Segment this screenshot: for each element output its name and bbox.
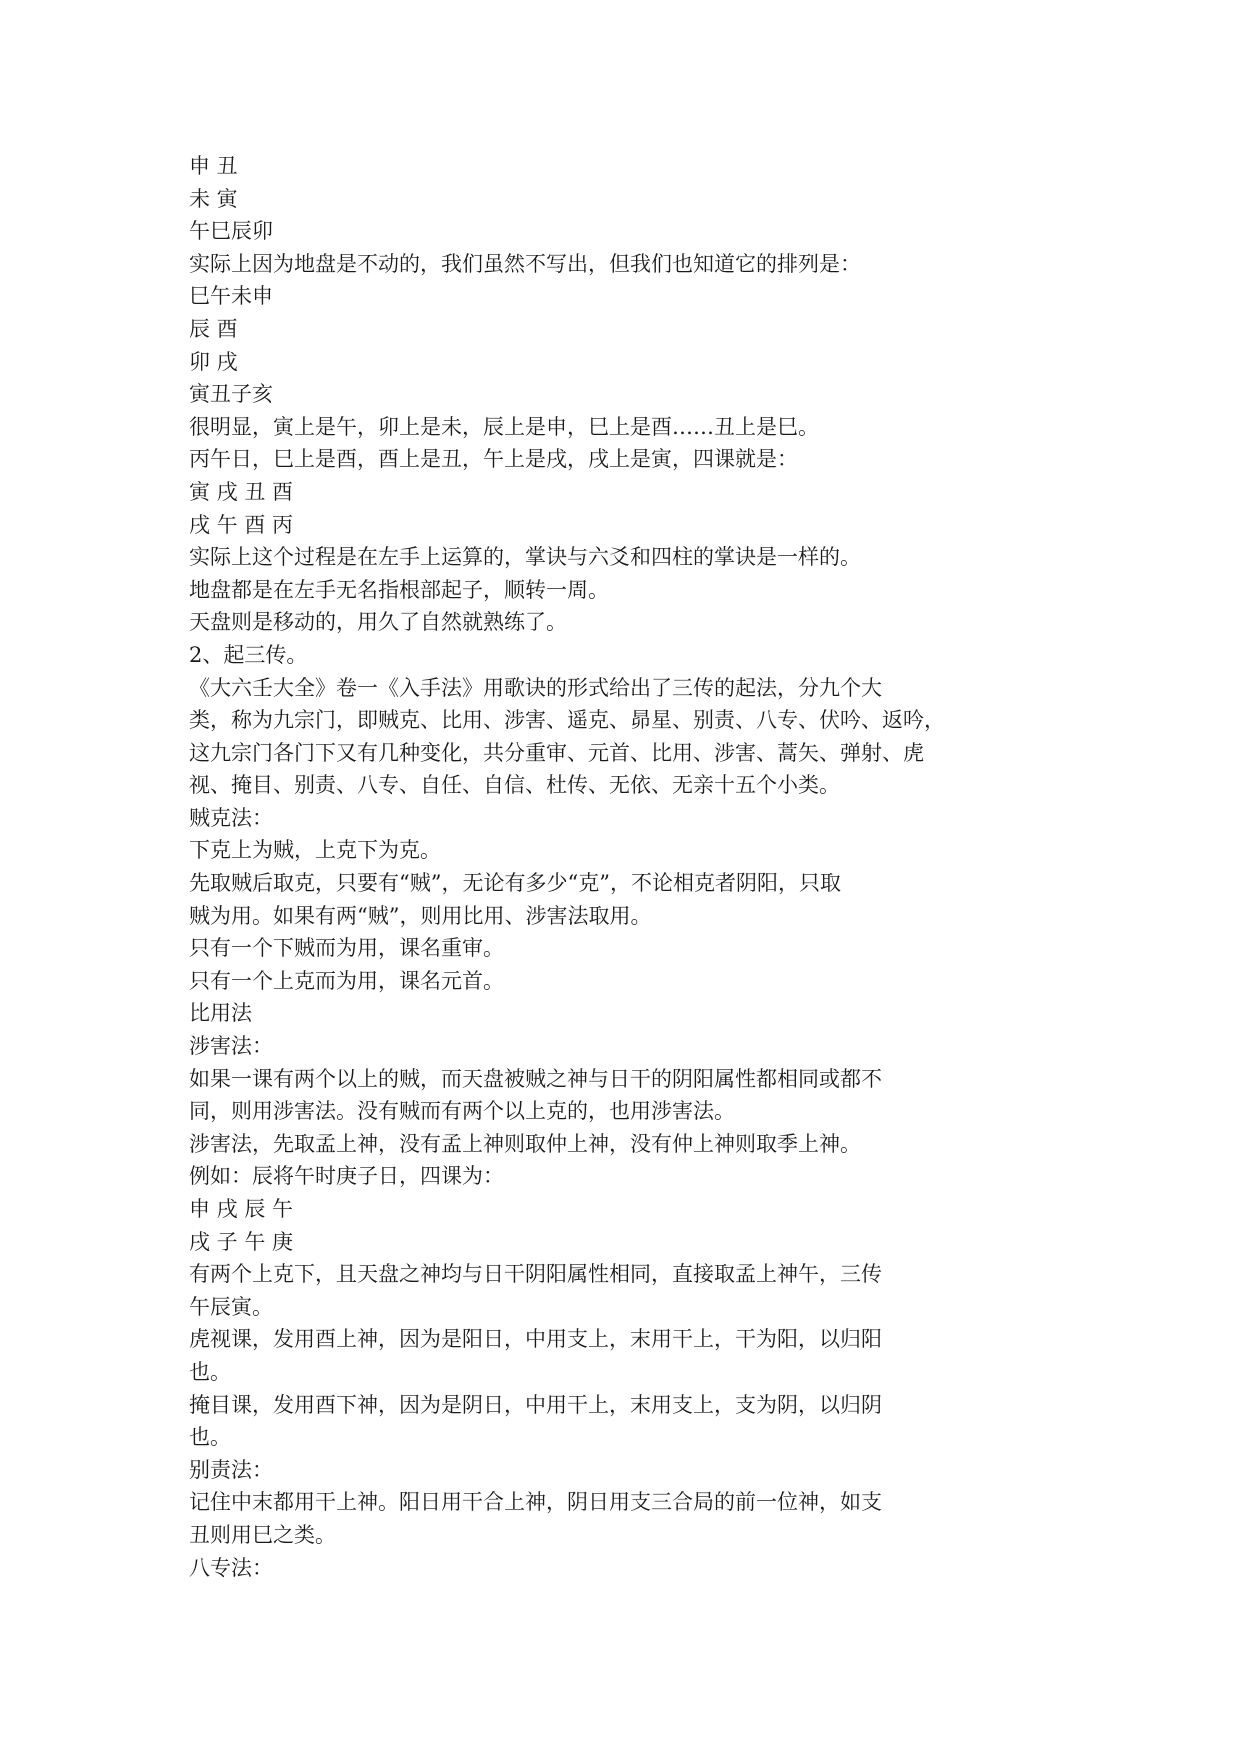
text-line: 涉害法，先取孟上神，没有孟上神则取仲上神，没有仲上神则取季上神。 bbox=[189, 1131, 861, 1156]
text-line: 也。 bbox=[189, 1359, 231, 1384]
text-line: 午巳辰卯 bbox=[189, 219, 273, 244]
text-line: 有两个上克下，且天盘之神均与日干阴阳属性相同，直接取孟上神午，三传 bbox=[189, 1262, 882, 1287]
text-line: 辰 酉 bbox=[189, 316, 238, 341]
text-line: 实际上因为地盘是不动的，我们虽然不写出，但我们也知道它的排列是： bbox=[189, 251, 861, 276]
text-line: 先取贼后取克，只要有“贼”，无论有多少“克”，不论相克者阴阳，只取 bbox=[189, 871, 841, 896]
body-text bbox=[189, 150, 969, 1584]
text-line: 同，则用涉害法。没有贼而有两个以上克的，也用涉害法。 bbox=[189, 1099, 735, 1124]
subsection-heading: 八专法： bbox=[189, 1555, 273, 1580]
text-line: 戌 午 酉 丙 bbox=[189, 512, 294, 537]
text-line: 未 寅 bbox=[189, 186, 238, 211]
text-line: 申 戌 辰 午 bbox=[189, 1197, 294, 1221]
text-line: 记住中末都用干上神。阳日用干合上神，阴日用支三合局的前一位神，如支 bbox=[189, 1490, 882, 1515]
text-line: 很明显，寅上是午，卯上是未，辰上是申，巳上是酉……丑上是巳。 bbox=[189, 414, 819, 439]
section-heading: 2、起三传。 bbox=[189, 642, 308, 667]
text-line: 只有一个下贼而为用，课名重审。 bbox=[189, 936, 504, 961]
text-line: 例如：辰将午时庚子日，四课为： bbox=[189, 1164, 504, 1189]
text-line: 天盘则是移动的，用久了自然就熟练了。 bbox=[189, 610, 567, 635]
text-line: 《大六壬大全》卷一《入手法》用歌诀的形式给出了三传的起法，分九个大 bbox=[189, 675, 882, 700]
text-line: 类，称为九宗门，即贼克、比用、涉害、遥克、昴星、别责、八专、伏吟、返吟， bbox=[189, 708, 945, 733]
text-line: 戌 子 午 庚 bbox=[189, 1229, 294, 1254]
text-line: 地盘都是在左手无名指根部起子，顺转一周。 bbox=[189, 577, 609, 602]
text-line: 丑则用巳之类。 bbox=[189, 1522, 336, 1547]
text-line: 视、掩目、别责、八专、自任、自信、杜传、无依、无亲十五个小类。 bbox=[189, 773, 840, 798]
text-line: 实际上这个过程是在左手上运算的，掌诀与六爻和四柱的掌诀是一样的。 bbox=[189, 545, 861, 570]
text-line: 这九宗门各门下又有几种变化，共分重审、元首、比用、涉害、蒿矢、弹射、虎 bbox=[189, 740, 924, 765]
text-line: 下克上为贼，上克下为克。 bbox=[189, 838, 441, 863]
text-line: 只有一个上克而为用，课名元首。 bbox=[189, 968, 504, 993]
subsection-heading: 比用法 bbox=[189, 1001, 252, 1026]
text-line: 丙午日，巳上是酉，酉上是丑，午上是戌，戌上是寅，四课就是： bbox=[189, 447, 798, 472]
text-line: 贼为用。如果有两“贼”，则用比用、涉害法取用。 bbox=[189, 903, 652, 928]
subsection-heading: 别责法： bbox=[189, 1457, 273, 1482]
text-line: 掩目课，发用酉下神，因为是阴日，中用干上，末用支上，支为阴，以归阴 bbox=[189, 1392, 882, 1417]
text-line: 如果一课有两个以上的贼，而天盘被贼之神与日干的阴阳属性都相同或都不 bbox=[189, 1066, 882, 1091]
text-line: 虎视课，发用酉上神，因为是阳日，中用支上，末用干上，干为阳，以归阳 bbox=[189, 1327, 882, 1352]
text-line: 申 丑 bbox=[189, 154, 238, 178]
text-line: 也。 bbox=[189, 1425, 231, 1450]
subsection-heading: 涉害法： bbox=[189, 1034, 273, 1059]
text-line: 卯 戌 bbox=[189, 349, 238, 374]
text-line: 午辰寅。 bbox=[189, 1294, 273, 1319]
text-line: 巳午未申 bbox=[189, 284, 273, 309]
text-line: 寅丑子亥 bbox=[189, 382, 273, 407]
text-line: 寅 戌 丑 酉 bbox=[189, 479, 294, 504]
subsection-heading: 贼克法： bbox=[189, 805, 273, 830]
